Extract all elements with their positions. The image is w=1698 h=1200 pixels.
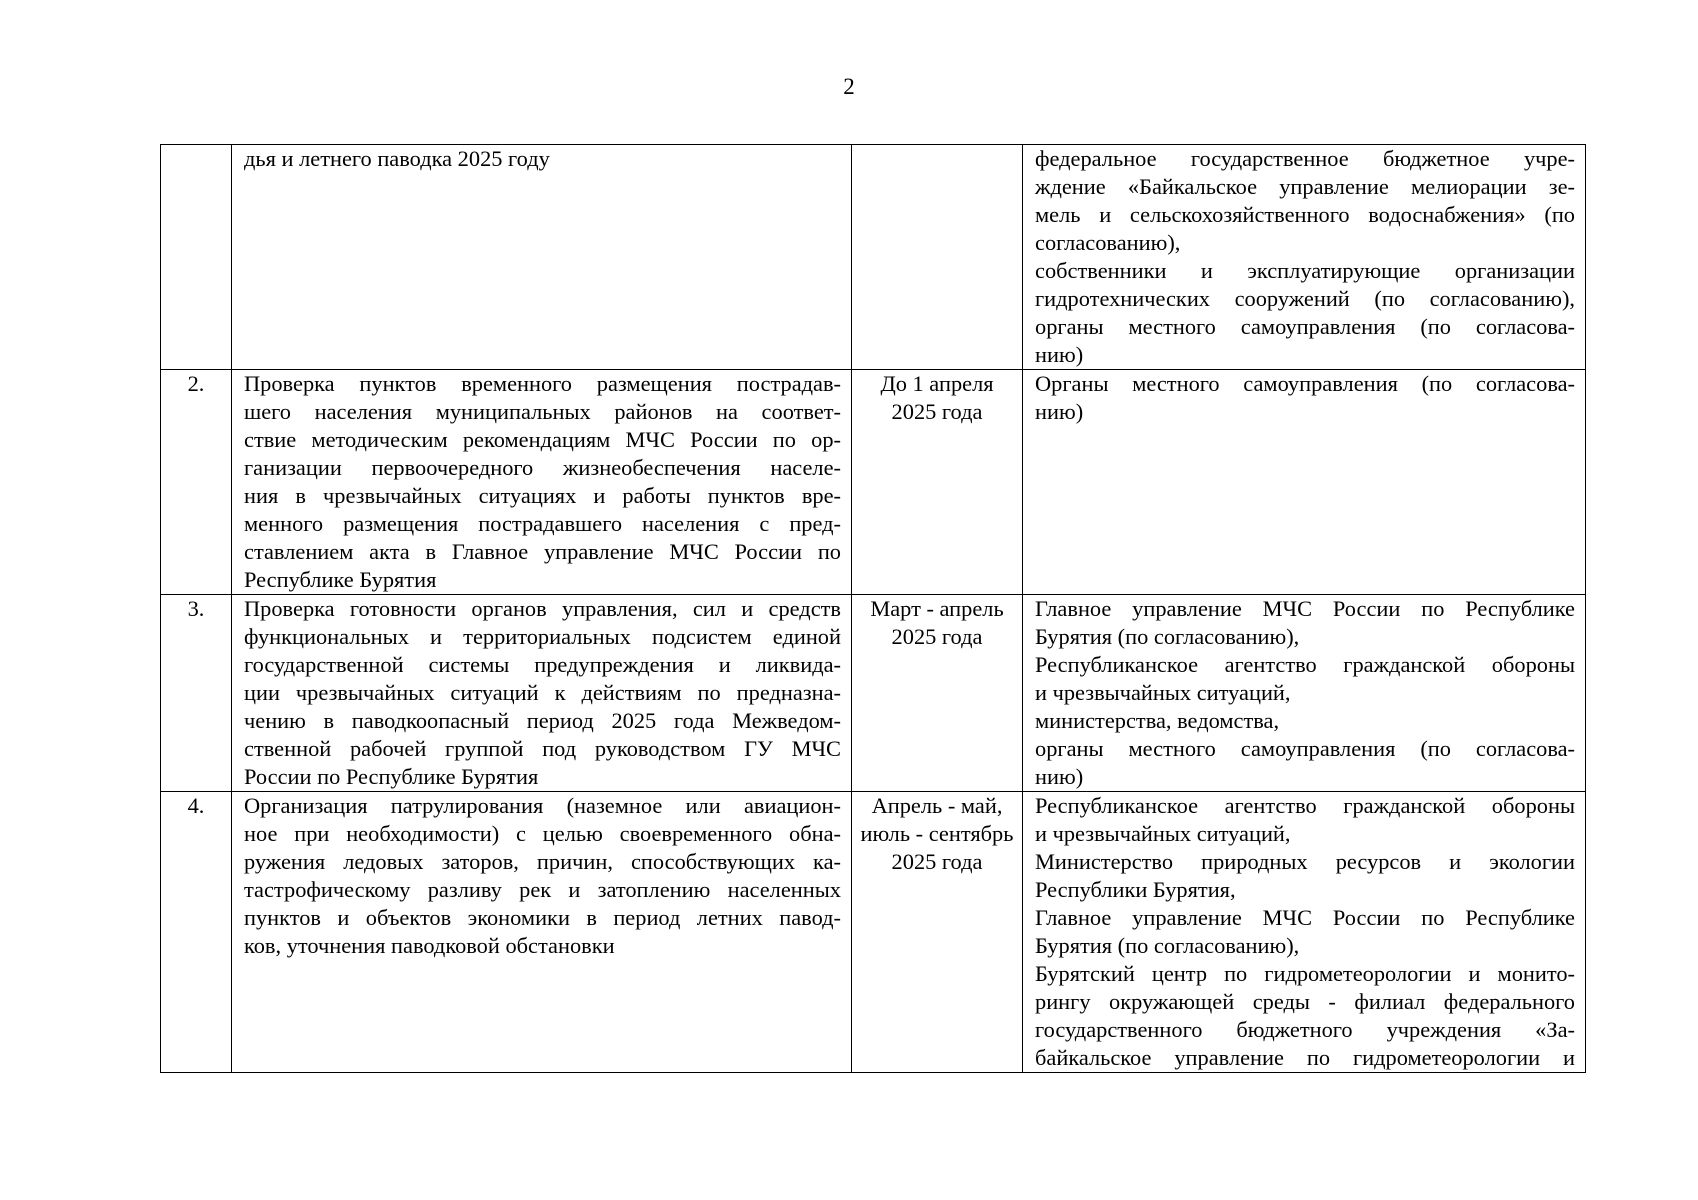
responsible-parties-cell: Главное управление МЧС России по Республике Бурятия (по согласованию), Республиканское агентство гражданской обороны и чрезвычайных ситуаций, министерства, ведомства, органы местного самоуправления (по согласова- нию) xyxy=(1023,595,1586,792)
responsible-parties-cell: Органы местного самоуправления (по согласова- нию) xyxy=(1023,370,1586,595)
activity-description-cell: Организация патрулирования (наземное или авиацион- ное при необходимости) с целью своевременного обна- ружения ледовых заторов, причин, способствующих ка- тастрофическому разливу рек и затоплению населенных пунктов и объектов экономики в период летних павод- ков, уточнения паводковой обстановки xyxy=(232,792,852,1073)
row-number-cell: 3. xyxy=(161,595,232,792)
deadline-cell xyxy=(852,145,1023,370)
activity-description-cell: Проверка пунктов временного размещения пострадав- шего населения муниципальных районов на соответ- ствие методическим рекомендациям МЧС России по ор- ганизации первоочередного жизнеобеспечения населе- ния в чрезвычайных ситуациях и работы пунктов вре- менного размещения пострадавшего населения с пред- ставлением акта в Главное управление МЧС России по Республике Бурятия xyxy=(232,370,852,595)
responsible-parties-cell: федеральное государственное бюджетное учре- ждение «Байкальское управление мелиорации зе- мель и сельскохозяйственного водоснабжения» (по согласованию), собственники и эксплуатирующие организации гидротехнических сооружений (по согласованию), органы местного самоуправления (по согласова- нию) xyxy=(1023,145,1586,370)
page-number: 2 xyxy=(843,74,855,99)
activity-description-cell: Проверка готовности органов управления, сил и средств функциональных и территориальных подсистем единой государственной системы предупреждения и ликвида- ции чрезвычайных ситуаций к действиям по предназна- чению в паводкоопасный период 2025 года Межведом- ственной рабочей группой под руководством ГУ МЧС России по Республике Бурятия xyxy=(232,595,852,792)
deadline-cell: Март - апрель 2025 года xyxy=(852,595,1023,792)
table-row xyxy=(161,370,1586,595)
plan-table xyxy=(160,144,1586,1073)
row-number-cell: 4. xyxy=(161,792,232,1073)
row-number-cell xyxy=(161,145,232,370)
table-row xyxy=(161,792,1586,1073)
activity-description-cell: дья и летнего паводка 2025 году xyxy=(232,145,852,370)
table-row xyxy=(161,145,1586,370)
deadline-cell: До 1 апреля 2025 года xyxy=(852,370,1023,595)
table-row xyxy=(161,595,1586,792)
row-number-cell: 2. xyxy=(161,370,232,595)
responsible-parties-cell: Республиканское агентство гражданской обороны и чрезвычайных ситуаций, Министерство природных ресурсов и экологии Республики Бурятия, Главное управление МЧС России по Республике Бурятия (по согласованию), Бурятский центр по гидрометеорологии и монито- рингу окружающей среды - филиал федерального государственного бюджетного учреждения «За- байкальское управление по гидрометеорологии и xyxy=(1023,792,1586,1073)
deadline-cell: Апрель - май, июль - сентябрь 2025 года xyxy=(852,792,1023,1073)
